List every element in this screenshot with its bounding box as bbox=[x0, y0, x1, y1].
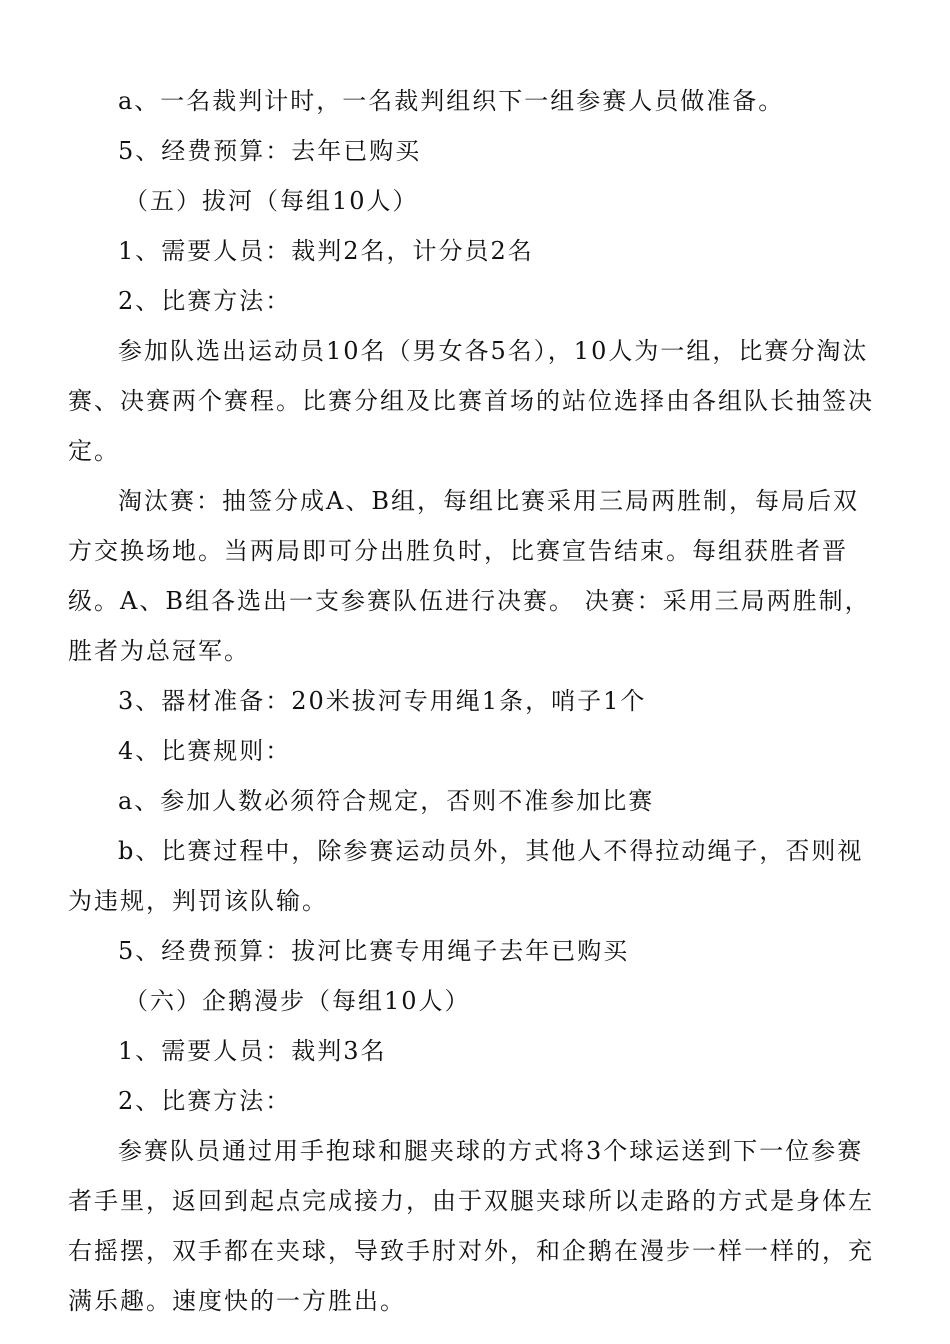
paragraph-method-title-penguin: 2、比赛方法： bbox=[118, 1087, 292, 1115]
paragraph-method-title: 2、比赛方法： bbox=[118, 287, 292, 315]
paragraph-timing-note: a、一名裁判计时，一名裁判组织下一组参赛人员做准备。 bbox=[118, 87, 785, 115]
paragraph-budget: 5、经费预算：拔河比赛专用绳子去年已购买 bbox=[118, 937, 630, 965]
paragraph-rules-title: 4、比赛规则： bbox=[118, 737, 292, 765]
paragraph-rule-a: a、参加人数必须符合规定，否则不准参加比赛 bbox=[118, 787, 655, 815]
paragraph-budget-prev: 5、经费预算：去年已购买 bbox=[118, 137, 422, 165]
paragraph-elimination: 淘汰赛：抽签分成A、B组，每组比赛采用三局两胜制，每局后双方交换场地。当两局即可分出胜负时，比赛宣告结束。每组获胜者晋级。A、B组各选出一支参赛队伍进行决赛。 决赛：采用三局两胜制，胜者为总冠军。 bbox=[68, 487, 871, 665]
section-heading-tug-of-war: （五）拔河（每组10人） bbox=[124, 187, 419, 215]
paragraph-staff: 1、需要人员：裁判2名，计分员2名 bbox=[118, 237, 534, 265]
paragraph-staff-penguin: 1、需要人员：裁判3名 bbox=[118, 1037, 387, 1065]
paragraph-method-body-penguin: 参赛队员通过用手抱球和腿夹球的方式将3个球运送到下一位参赛者手里，返回到起点完成接力，由于双腿夹球所以走路的方式是身体左右摇摆，双手都在夹球，导致手肘对外，和企鹅在漫步一样一样的，充满乐趣。速度快的一方胜出。 bbox=[68, 1137, 874, 1315]
paragraph-rule-b: b、比赛过程中，除参赛运动员外，其他人不得拉动绳子，否则视为违规，判罚该队输。 bbox=[68, 837, 864, 915]
paragraph-method-body: 参加队选出运动员10名（男女各5名），10人为一组，比赛分淘汰赛、决赛两个赛程。比赛分组及比赛首场的站位选择由各组队长抽签决定。 bbox=[68, 337, 874, 465]
paragraph-equipment: 3、器材准备：20米拔河专用绳1条，哨子1个 bbox=[118, 687, 647, 715]
section-heading-penguin-walk: （六）企鹅漫步（每组10人） bbox=[124, 987, 471, 1015]
